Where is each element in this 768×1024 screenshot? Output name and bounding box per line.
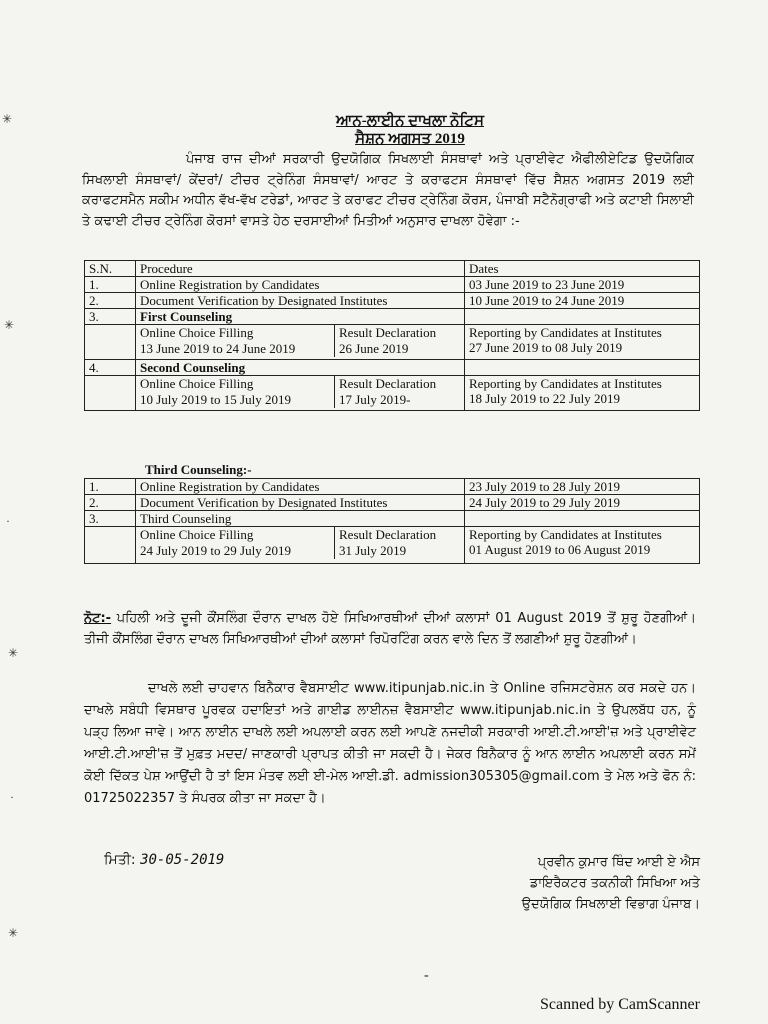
online-choice-filling [140,376,335,408]
note-label: ਨੋਟ:- [84,611,112,626]
reporting-dates: 27 June 2019 to 08 July 2019 [469,340,623,355]
blank-cell [465,511,700,527]
blank-cell [85,376,136,411]
third-counseling-title-row [85,511,700,527]
session-subtitle: ਸੈਸ਼ਨ ਅਗਸਤ 2019 [355,131,465,147]
first-counseling-title: First Counseling [136,309,465,325]
row-procedure: Online Registration by Candidates [136,277,465,293]
online-choice-filling [140,527,335,559]
third-counseling-table [84,478,700,564]
date-label: ਮਿਤੀ: [104,852,136,868]
third-counseling-title: Third Counseling [136,511,465,527]
signatory-designation: ਡਾਇਰੈਕਟਰ ਤਕਨੀਕੀ ਸਿਖਿਆ ਅਤੇ [529,876,700,891]
row-dates: 10 June 2019 to 24 June 2019 [465,293,700,309]
row-dates: 24 July 2019 to 29 July 2019 [465,495,700,511]
row-sn: 1. [85,479,136,495]
rd-date: 26 June 2019 [339,341,409,356]
scan-speck: ✳ [8,926,19,940]
first-counseling-title-row [85,309,700,325]
row-sn: 2. [85,293,136,309]
second-counseling-phases [136,376,465,411]
rd-label: Result Declaration [339,376,437,391]
table-row [85,479,700,495]
row-sn: 4. [85,360,136,376]
second-counseling-detail-row [85,376,700,411]
row-sn: 3. [85,309,136,325]
second-counseling-title-row [85,360,700,376]
rd-label: Result Declaration [339,527,437,542]
row-sn: 1. [85,277,136,293]
ocf-dates: 13 June 2019 to 24 June 2019 [140,341,296,356]
first-counseling-phases [136,325,465,360]
note-paragraph [84,608,696,650]
header-procedure: Procedure [136,261,465,277]
reporting-cell [465,325,700,360]
row-procedure: Document Verification by Designated Institutes [136,293,465,309]
scan-speck: ✳ [8,646,19,660]
third-counseling-phases [136,527,465,564]
rd-date: 17 July 2019- [339,392,411,407]
notice-title: ਆਨ-ਲਾਈਨ ਦਾਖਲਾ ਨੋਟਿਸ [336,113,484,129]
row-sn: 3. [85,511,136,527]
scan-speck: ✳ [4,318,15,332]
result-declaration [335,527,459,559]
table-row [85,293,700,309]
blank-cell [85,325,136,360]
ocf-label: Online Choice Filling [140,325,254,340]
ocf-label: Online Choice Filling [140,527,254,542]
scan-speck: · [6,514,10,528]
third-counseling-detail-row [85,527,700,564]
row-dates: 23 July 2019 to 28 July 2019 [465,479,700,495]
scan-speck: ✳ [2,112,13,126]
row-procedure: Document Verification by Designated Institutes [136,495,465,511]
signature-block [470,852,700,915]
scanner-watermark: Scanned by CamScanner [540,996,700,1013]
page-dash: - [424,968,429,983]
second-counseling-title: Second Counseling [136,360,465,376]
reporting-cell [465,527,700,564]
note-text: ਪਹਿਲੀ ਅਤੇ ਦੂਜੀ ਕੌਂਸਲਿੰਗ ਦੌਰਾਨ ਦਾਖਲ ਹੋਏ ਸਿਖਿਆਰਥੀਆਂ ਦੀਆਂ ਕਲਾਸਾਂ 01 August 2019 ਤੋਂ ਸ਼ੁਰੂ ਹੋਣਗੀਆਂ। ਤੀਜੀ ਕੌਂਸਲਿੰਗ ਦੌਰਾਨ ਦਾਖਲ ਸਿਖਿਆਰਥੀਆਂ ਦੀਆਂ ਕਲਾਸਾਂ ਰਿਪੋਰਟਿੰਗ ਕਰਨ ਵਾਲੇ ਦਿਨ ਤੋਂ ਲਗਣੀਆਂ ਸ਼ੁਰੂ ਹੋਣਗੀਆਂ। [84,611,696,647]
first-counseling-detail-row [85,325,700,360]
result-declaration [335,325,459,357]
reporting-label: Reporting by Candidates at Institutes [469,325,662,340]
table-row [85,277,700,293]
reporting-dates: 18 July 2019 to 22 July 2019 [469,391,620,406]
blank-cell [85,527,136,564]
signatory-name: ਪ੍ਰਵੀਨ ਕੁਮਾਰ ਥਿੰਦ ਆਈ ਏ ਐਸ [537,855,700,870]
row-sn: 2. [85,495,136,511]
signatory-department: ਉਦਯੋਗਿਕ ਸਿਖਲਾਈ ਵਿਭਾਗ ਪੰਜਾਬ। [521,897,700,912]
schedule-table [84,260,700,411]
rd-date: 31 July 2019 [339,543,407,558]
online-choice-filling [140,325,335,357]
third-counseling-heading: Third Counseling:- [145,462,252,477]
reporting-label: Reporting by Candidates at Institutes [469,376,662,391]
date-value: 30-05-2019 [140,852,225,868]
reporting-cell [465,376,700,411]
ocf-dates: 10 July 2019 to 15 July 2019 [140,392,291,407]
row-dates: 03 June 2019 to 23 June 2019 [465,277,700,293]
table-row [85,495,700,511]
date-line [104,852,224,868]
header-sn: S.N. [85,261,136,277]
ocf-dates: 24 July 2019 to 29 July 2019 [140,543,291,558]
intro-paragraph: ਪੰਜਾਬ ਰਾਜ ਦੀਆਂ ਸਰਕਾਰੀ ਉਦਯੋਗਿਕ ਸਿਖਲਾਈ ਸੰਸਥਾਵਾਂ ਅਤੇ ਪ੍ਰਾਈਵੇਟ ਐਫੀਲੀਏਟਿਡ ਉਦਯੋਗਿਕ ਸਿਖਲਾਈ ਸੰਸਥਾਵਾਂ/ ਕੇਂਦਰਾਂ/ ਟੀਚਰ ਟ੍ਰੇਨਿੰਗ ਸੰਸਥਾਵਾਂ/ ਆਰਟ ਤੇ ਕਰਾਫਟਸ ਸੰਸਥਾਵਾਂ ਵਿੱਚ ਸੈਸ਼ਨ ਅਗਸਤ 2019 ਲਈ ਕਰਾਫਟਸਮੈਨ ਸਕੀਮ ਅਧੀਨ ਵੱਖ-ਵੱਖ ਟਰੇਡਾਂ, ਆਰਟ ਤੇ ਕਰਾਫਟ ਟੀਚਰ ਟ੍ਰੇਨਿੰਗ ਕੋਰਸ, ਪੰਜਾਬੀ ਸਟੈਨੋਗ੍ਰਾਫੀ ਅਤੇ ਕਟਾਈ ਸਿਲਾਈ ਤੇ ਕਢਾਈ ਟੀਚਰ ਟ੍ਰੇਨਿੰਗ ਕੋਰਸਾਂ ਵਾਸਤੇ ਹੇਠ ਦਰਸਾਈਆਂ ਮਿਤੀਆਂ ਅਨੁਸਾਰ ਦਾਖਲਾ ਹੋਵੇਗਾ :- [82,152,694,229]
header-dates: Dates [465,261,700,277]
rd-label: Result Declaration [339,325,437,340]
ocf-label: Online Choice Filling [140,376,254,391]
reporting-label: Reporting by Candidates at Institutes [469,527,662,542]
scan-speck: · [10,790,14,804]
blank-cell [465,309,700,325]
blank-cell [465,360,700,376]
row-procedure: Online Registration by Candidates [136,479,465,495]
reporting-dates: 01 August 2019 to 06 August 2019 [469,542,651,557]
admission-info-paragraph: ਦਾਖਲੇ ਲਈ ਚਾਹਵਾਨ ਬਿਨੈਕਾਰ ਵੈਬਸਾਈਟ www.itipunjab.nic.in ਤੇ Online ਰਜਿਸਟਰੇਸ਼ਨ ਕਰ ਸਕਦੇ ਹਨ। ਦਾਖਲੇ ਸਬੰਧੀ ਵਿਸਥਾਰ ਪੂਰਵਕ ਹਦਾਇਤਾਂ ਅਤੇ ਗਾਈਡ ਲਾਈਨਜ਼ ਵੈਬਸਾਈਟ www.itipunjab.nic.in ਤੇ ਉਪਲਬੱਧ ਹਨ, ਨੂੰ ਪੜ੍ਹ ਲਿਆ ਜਾਵੇ। ਆਨ ਲਾਈਨ ਦਾਖਲੇ ਲਈ ਅਪਲਾਈ ਕਰਨ ਲਈ ਆਪਣੇ ਨਜਦੀਕੀ ਸਰਕਾਰੀ ਆਈ.ਟੀ.ਆਈ'ਜ਼ ਅਤੇ ਪ੍ਰਾਈਵੇਟ ਆਈ.ਟੀ.ਆਈ'ਜ਼ ਤੋਂ ਮੁਫ਼ਤ ਮਦਦ/ ਜਾਣਕਾਰੀ ਪ੍ਰਾਪਤ ਕੀਤੀ ਜਾ ਸਕਦੀ ਹੈ। ਜੇਕਰ ਬਿਨੈਕਾਰ ਨੂੰ ਆਨ ਲਾਈਨ ਅਪਲਾਈ ਕਰਨ ਸਮੇਂ ਕੋਈ ਦਿੱਕਤ ਪੇਸ਼ ਆਉਂਦੀ ਹੈ ਤਾਂ ਇਸ ਮੰਤਵ ਲਈ ਈ-ਮੇਲ ਆਈ.ਡੀ. admission305305@gmail.com ਤੇ ਮੇਲ ਅਤੇ ਫੋਨ ਨੰ: 01725022357 ਤੇ ਸੰਪਰਕ ਕੀਤਾ ਜਾ ਸਕਦਾ ਹੈ। [84,681,696,806]
result-declaration [335,376,459,408]
table-header-row [85,261,700,277]
